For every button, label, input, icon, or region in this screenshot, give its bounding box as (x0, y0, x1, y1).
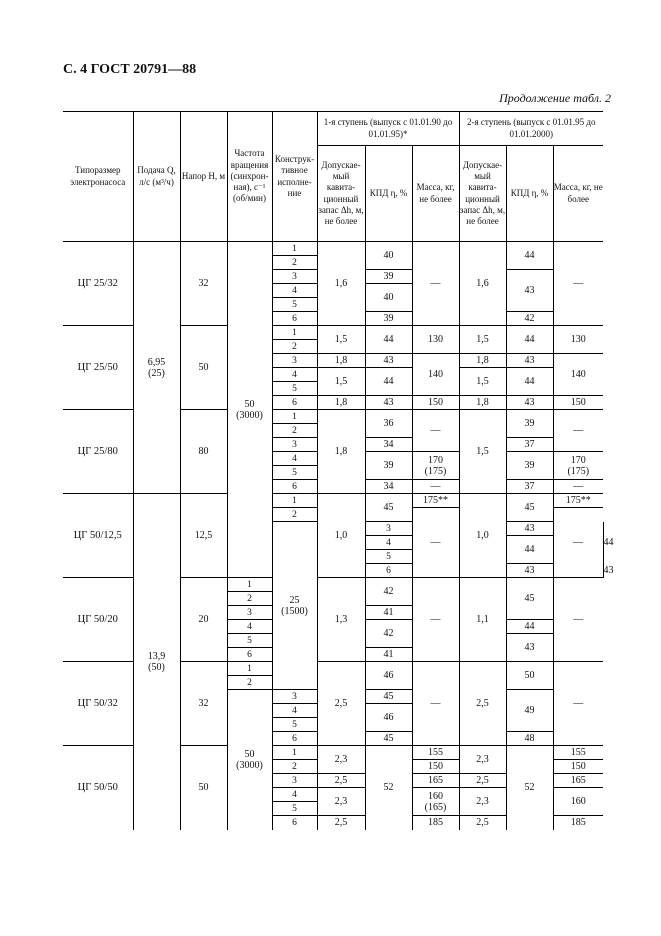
version-cell: 6 (272, 312, 317, 326)
eff-cell: 43 (506, 270, 553, 312)
mass-cell: 175** (553, 494, 603, 508)
version-cell: 3 (272, 438, 317, 452)
pump-type-cell: ЦГ 50/32 (63, 662, 133, 746)
eff-cell: 41 (365, 648, 412, 662)
eff-cell: 39 (365, 270, 412, 284)
speed-cell: 50 (3000) (227, 242, 272, 578)
eff-cell: 40 (365, 284, 412, 312)
mass-cell: — (553, 578, 603, 662)
eff-cell: 44 (506, 242, 553, 270)
header-eff-1: КПД η, % (365, 146, 412, 242)
eff-cell: 44 (365, 368, 412, 396)
eff-cell: 45 (365, 690, 412, 704)
pump-type-cell: ЦГ 50/12,5 (63, 494, 133, 578)
pump-type-cell: ЦГ 25/80 (63, 410, 133, 494)
eff-cell: 42 (365, 578, 412, 606)
header-npsh-2: Допускае-мый кавита-ционный запас Δh, м, не более (459, 146, 506, 242)
mass-cell: 150 (412, 760, 459, 774)
version-cell: 6 (365, 564, 412, 578)
npsh-cell: 1,5 (317, 368, 365, 396)
npsh-cell: 2,5 (459, 816, 506, 830)
header-eff-2: КПД η, % (506, 146, 553, 242)
header-version: Конструк-тивное исполне-ние (272, 112, 317, 242)
eff-cell: 42 (506, 312, 553, 326)
npsh-cell: 2,3 (317, 788, 365, 816)
npsh-cell: 2,3 (459, 788, 506, 816)
page-header: С. 4 ГОСТ 20791—88 (63, 62, 197, 77)
eff-cell: 45 (365, 732, 412, 746)
version-cell: 6 (227, 648, 272, 662)
npsh-cell: 2,3 (317, 746, 365, 774)
header-flow: Подача Q, л/с (м³/ч) (133, 112, 180, 242)
version-cell: 3 (272, 774, 317, 788)
header-head: Напор H, м (180, 112, 227, 242)
npsh-cell: 1,8 (317, 354, 365, 368)
mass-cell: 140 (412, 354, 459, 396)
eff-cell: 43 (506, 522, 553, 536)
eff-cell: 45 (506, 494, 553, 522)
version-cell: 1 (227, 662, 272, 676)
mass-cell: — (412, 410, 459, 452)
eff-cell: 41 (365, 606, 412, 620)
eff-cell: 42 (365, 620, 412, 648)
version-cell: 5 (272, 802, 317, 816)
eff-cell: 44 (506, 536, 553, 564)
head-cell: 50 (180, 746, 227, 830)
npsh-cell: 1,6 (459, 242, 506, 326)
eff-cell: 43 (365, 396, 412, 410)
eff-cell: 48 (506, 732, 553, 746)
version-cell: 6 (272, 396, 317, 410)
version-cell: 2 (272, 424, 317, 438)
eff-cell: 44 (506, 620, 553, 634)
eff-cell: 34 (365, 480, 412, 494)
eff-cell: 45 (506, 578, 553, 620)
head-cell: 12,5 (180, 494, 227, 578)
head-cell: 32 (180, 662, 227, 746)
mass-cell: 175** (412, 494, 459, 508)
version-cell: 1 (272, 746, 317, 760)
npsh-cell: 1,8 (459, 354, 506, 368)
version-cell: 5 (365, 550, 412, 564)
npsh-cell: 1,8 (317, 396, 365, 410)
eff-cell: 46 (365, 662, 412, 690)
mass-cell: 155 (412, 746, 459, 760)
eff-cell: 44 (506, 368, 553, 396)
version-cell: 5 (272, 718, 317, 732)
eff-cell: 43 (506, 396, 553, 410)
eff-cell: 46 (365, 704, 412, 732)
mass-cell: — (553, 410, 603, 452)
version-cell: 1 (272, 494, 317, 508)
eff-cell: 39 (506, 410, 553, 438)
eff-cell: 44 (506, 326, 553, 354)
eff-cell: 43 (365, 354, 412, 368)
version-cell: 2 (272, 760, 317, 774)
version-cell: 2 (272, 256, 317, 270)
version-cell: 1 (272, 326, 317, 340)
npsh-cell: 2,5 (317, 816, 365, 830)
version-cell: 4 (272, 788, 317, 802)
version-cell: 3 (365, 522, 412, 536)
mass-cell: — (553, 662, 603, 746)
table-caption: Продолжение табл. 2 (499, 91, 611, 105)
version-cell: 1 (272, 410, 317, 424)
flow-cell: 13,9 (50) (133, 494, 180, 830)
version-cell: 4 (227, 620, 272, 634)
npsh-cell: 1,0 (317, 494, 365, 578)
version-cell: 5 (272, 466, 317, 480)
version-cell: 2 (272, 340, 317, 354)
mass-cell: 130 (553, 326, 603, 354)
mass-cell: — (412, 578, 459, 662)
eff-cell: 50 (506, 662, 553, 690)
mass-cell: — (412, 480, 459, 494)
mass-cell: — (553, 480, 603, 494)
header-stage1: 1-я ступень (выпуск с 01.01.90 до 01.01.95)* (317, 112, 459, 146)
eff-cell: 52 (365, 746, 412, 830)
mass-cell: 165 (412, 774, 459, 788)
head-cell: 80 (180, 410, 227, 494)
version-cell: 3 (227, 606, 272, 620)
eff-cell: 43 (506, 564, 553, 578)
version-cell: 2 (272, 508, 317, 522)
mass-cell: — (412, 242, 459, 326)
mass-cell: 140 (553, 354, 603, 396)
eff-cell: 43 (506, 354, 553, 368)
mass-cell: — (412, 662, 459, 746)
npsh-cell: 1,5 (459, 410, 506, 494)
eff-cell: 43 (506, 634, 553, 662)
version-cell: 2 (227, 676, 272, 690)
version-cell: 5 (227, 634, 272, 648)
mass-cell: 170 (175) (553, 452, 603, 480)
npsh-cell: 1,3 (317, 578, 365, 662)
pump-type-cell: ЦГ 50/50 (63, 746, 133, 830)
version-cell: 4 (365, 536, 412, 550)
pump-type-cell: ЦГ 25/50 (63, 326, 133, 410)
mass-cell: 160 (165) (412, 788, 459, 816)
eff-cell: 34 (365, 438, 412, 452)
npsh-cell: 1,5 (459, 368, 506, 396)
version-cell: 6 (272, 816, 317, 830)
mass-cell: — (553, 242, 603, 326)
mass-cell: 185 (412, 816, 459, 830)
version-cell: 3 (272, 354, 317, 368)
version-cell: 4 (272, 452, 317, 466)
pump-table: Типоразмер электронасоса Подача Q, л/с (м³/ч) Напор H, м Частота вращения (синхрон-ная), с⁻¹ (об/мин) Конструк-тивное исполне-ние 1-я ступень (выпуск с 01.01.90 до 01.01.95)* 2-я ступень (выпуск с 01.01.95 до 01.01.2000) Допускае-мый кавита-ционный запас Δh, м, не более КПД η, % Масса, кг, не более Допускае-мый кавита-ционный запас Δh, м, не более КПД η, % Масса, кг, не более ЦГ 25/32 6,95 (25) 32 50 (3000) 1 1,6 40 — 1,6 44 — 2 3 39 43 4 40 5 6 39 42 ЦГ 25/50 50 1 1,5 44 130 1,5 44 130 2 3 1,8 43 140 1,8 43 140 4 1,5 44 1,5 44 5 6 1,8 43 150 1,8 43 150 ЦГ 25/80 80 1 1,8 36 — 1,5 39 — 2 3 34 37 4 39 170 (175) 39 170 (175) 5 6 34 — 37 — ЦГ 50/12,5 13,9 (50) 12,5 1 1,0 45 175** 1,0 45 175** 2 — — 25 (1500) 3 43 44 4 44 5 6 43 43 ЦГ 50/20 20 1 1,3 42 — 1,1 45 — 2 3 41 4 42 44 5 43 6 41 ЦГ 50/32 32 1 2,5 46 — 2,5 50 — 2 50 (3000) 3 45 49 4 46 5 6 45 48 ЦГ 50/50 50 1 2,3 52 155 2,3 52 155 2 150 150 3 2,5 165 2,5 165 4 2,3 160 (165) 2,3 160 5 6 2,5 185 2,5 185 (63, 111, 604, 830)
npsh-cell: 2,5 (459, 662, 506, 746)
header-npsh-1: Допускае-мый кавита-ционный запас Δh, м, не более (317, 146, 365, 242)
version-cell: 4 (272, 368, 317, 382)
flow-cell: 6,95 (25) (133, 242, 180, 494)
eff-cell: 39 (506, 452, 553, 480)
pump-type-cell: ЦГ 25/32 (63, 242, 133, 326)
eff-cell: 45 (365, 494, 412, 522)
mass-cell: 130 (412, 326, 459, 354)
eff-cell: 37 (506, 438, 553, 452)
mass-cell: 150 (412, 396, 459, 410)
eff-cell: 37 (506, 480, 553, 494)
eff-cell: 39 (365, 452, 412, 480)
npsh-cell: 1,5 (459, 326, 506, 354)
header-mass-2: Масса, кг, не более (553, 146, 603, 242)
npsh-cell: 2,5 (317, 774, 365, 788)
speed-cell: 25 (1500) (272, 522, 317, 690)
head-cell: 32 (180, 242, 227, 326)
version-cell: 2 (227, 592, 272, 606)
mass-cell: 170 (175) (412, 452, 459, 480)
mass-cell: 165 (553, 774, 603, 788)
header-speed: Частота вращения (синхрон-ная), с⁻¹ (об/мин) (227, 112, 272, 242)
eff-cell: 49 (506, 690, 553, 732)
mass-cell: — (553, 508, 603, 578)
header-mass-1: Масса, кг, не более (412, 146, 459, 242)
head-cell: 50 (180, 326, 227, 410)
npsh-cell: 1,8 (459, 396, 506, 410)
pump-type-cell: ЦГ 50/20 (63, 578, 133, 662)
head-cell: 20 (180, 578, 227, 662)
mass-cell: 150 (553, 396, 603, 410)
npsh-cell: 1,6 (317, 242, 365, 326)
mass-cell: — (412, 508, 459, 578)
mass-cell: 185 (553, 816, 603, 830)
npsh-cell: 1,1 (459, 578, 506, 662)
eff-cell: 36 (365, 410, 412, 438)
version-cell: 3 (272, 270, 317, 284)
eff-cell: 52 (506, 746, 553, 830)
version-cell: 1 (272, 242, 317, 256)
version-cell: 4 (272, 284, 317, 298)
npsh-cell: 1,5 (317, 326, 365, 354)
header-stage2: 2-я ступень (выпуск с 01.01.95 до 01.01.2000) (459, 112, 603, 146)
version-cell: 4 (272, 704, 317, 718)
header-type: Типоразмер электронасоса (63, 112, 133, 242)
version-cell: 6 (272, 480, 317, 494)
eff-cell: 39 (365, 312, 412, 326)
speed-cell: 50 (3000) (227, 690, 272, 830)
version-cell: 5 (272, 298, 317, 312)
mass-cell: 155 (553, 746, 603, 760)
version-cell: 1 (227, 578, 272, 592)
npsh-cell: 2,5 (317, 662, 365, 746)
eff-cell: 40 (365, 242, 412, 270)
npsh-cell: 1,0 (459, 494, 506, 578)
mass-cell: 150 (553, 760, 603, 774)
npsh-cell: 2,5 (459, 774, 506, 788)
version-cell: 5 (272, 382, 317, 396)
npsh-cell: 1,8 (317, 410, 365, 494)
version-cell: 6 (272, 732, 317, 746)
version-cell: 3 (272, 690, 317, 704)
npsh-cell: 2,3 (459, 746, 506, 774)
mass-cell: 160 (553, 788, 603, 816)
eff-cell: 44 (365, 326, 412, 354)
